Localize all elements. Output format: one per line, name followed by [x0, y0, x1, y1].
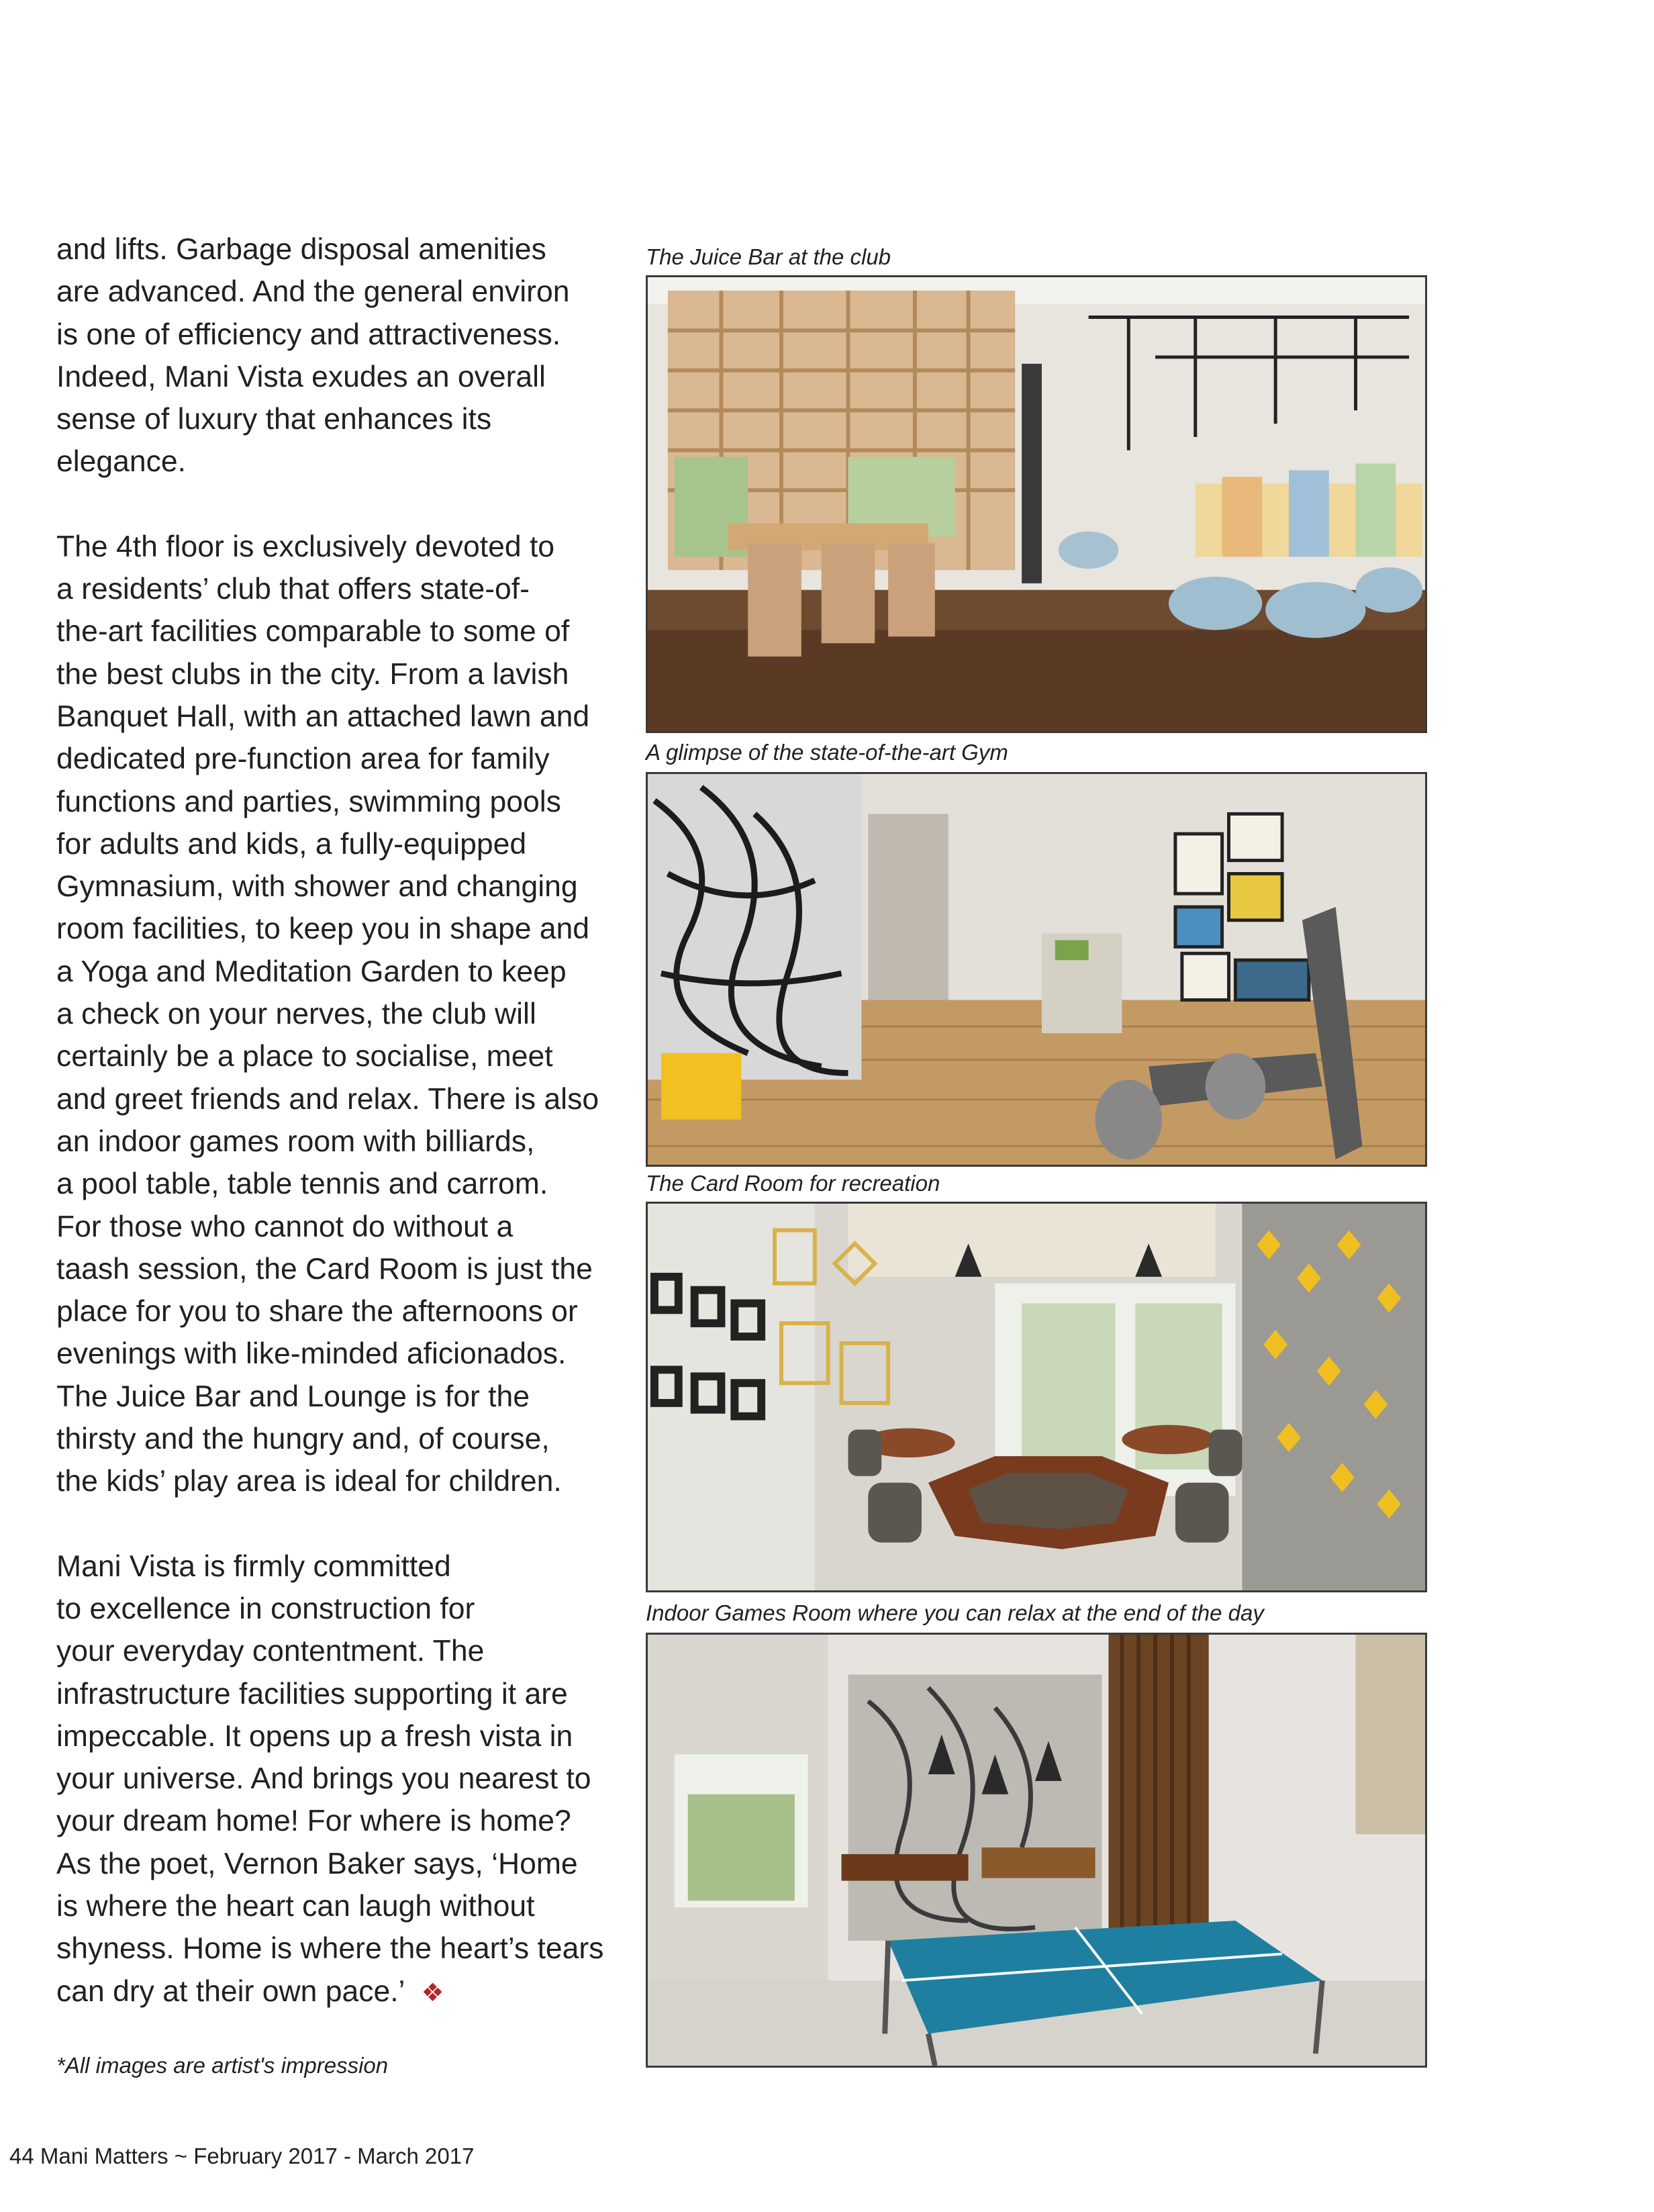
text-line: thirsty and the hungry and, of course,	[56, 1423, 550, 1456]
text-line: Mani Vista is firmly committed	[56, 1549, 451, 1583]
text-line: elegance.	[56, 445, 186, 479]
text-line: Indeed, Mani Vista exudes an overall	[56, 360, 546, 393]
photo-games-room	[646, 1633, 1427, 2068]
text-line: infrastructure facilities supporting it are	[56, 1677, 568, 1711]
image-footnote: *All images are artist's impression	[56, 2053, 389, 2078]
text-line: Gymnasium, with shower and changing	[56, 870, 578, 904]
text-line: taash session, the Card Room is just the	[56, 1252, 593, 1286]
text-line: certainly be a place to socialise, meet	[56, 1040, 553, 1073]
text-line: and greet friends and relax. There is also	[56, 1082, 599, 1116]
photo-caption-juice-bar: The Juice Bar at the club	[646, 244, 891, 269]
text-line: The 4th floor is exclusively devoted to	[56, 530, 555, 563]
article-paragraph-3	[56, 1545, 604, 2015]
text-line: Banquet Hall, with an attached lawn and	[56, 700, 590, 733]
article-paragraph-1	[56, 228, 600, 483]
text-line: are advanced. And the general environ	[56, 275, 570, 309]
photo-card-room	[646, 1202, 1427, 1592]
photo-caption-gym: A glimpse of the state-of-the-art Gym	[646, 740, 1008, 765]
end-mark-icon: ❖	[421, 1978, 444, 2007]
text-line: a residents’ club that offers state-of-	[56, 573, 530, 606]
text-line: impeccable. It opens up a fresh vista in	[56, 1719, 573, 1753]
text-line: the best clubs in the city. From a lavish	[56, 657, 569, 691]
text-line: an indoor games room with billiards,	[56, 1124, 535, 1158]
text-line: to excellence in construction for	[56, 1592, 475, 1625]
text-line: is one of efficiency and attractiveness.	[56, 318, 561, 351]
text-line: place for you to share the afternoons or	[56, 1295, 578, 1329]
text-line: your dream home! For where is home?	[56, 1805, 571, 1838]
text-line: dedicated pre-function area for family	[56, 742, 550, 776]
text-line: a Yoga and Meditation Garden to keep	[56, 955, 567, 988]
text-line: sense of luxury that enhances its	[56, 403, 492, 436]
article-body	[56, 228, 604, 2015]
closing-line-text: can dry at their own pace.’	[56, 1974, 405, 2008]
text-line: a check on your nerves, the club will	[56, 998, 536, 1031]
text-line: your universe. And brings you nearest to	[56, 1762, 591, 1796]
article-paragraph-2	[56, 526, 600, 1503]
text-line: and lifts. Garbage disposal amenities	[56, 233, 546, 266]
text-line: for adults and kids, a fully-equipped	[56, 827, 527, 861]
text-line	[56, 1970, 600, 2015]
text-line: a pool table, table tennis and carrom.	[56, 1167, 548, 1201]
photo-caption-games-room: Indoor Games Room where you can relax at the end of the day	[646, 1600, 1264, 1625]
text-line: functions and parties, swimming pools	[56, 785, 561, 818]
photo-caption-card-room: The Card Room for recreation	[646, 1171, 940, 1196]
text-line: As the poet, Vernon Baker says, ‘Home	[56, 1847, 578, 1880]
text-line: The Juice Bar and Lounge is for the	[56, 1380, 530, 1413]
text-line: shyness. Home is where the heart’s tears	[56, 1932, 604, 1966]
text-line: evenings with like-minded aficionados.	[56, 1337, 567, 1371]
text-line: the-art facilities comparable to some of	[56, 615, 570, 648]
text-line: room facilities, to keep you in shape and	[56, 912, 590, 946]
photo-gym	[646, 772, 1427, 1167]
text-line: your everyday contentment. The	[56, 1635, 485, 1668]
text-line: is where the heart can laugh without	[56, 1889, 535, 1923]
page-footer: 44 Mani Matters ~ February 2017 - March 2017	[9, 2144, 475, 2168]
text-line: the kids’ play area is ideal for children.	[56, 1465, 562, 1498]
photo-juice-bar	[646, 275, 1427, 733]
text-line: For those who cannot do without a	[56, 1210, 514, 1243]
